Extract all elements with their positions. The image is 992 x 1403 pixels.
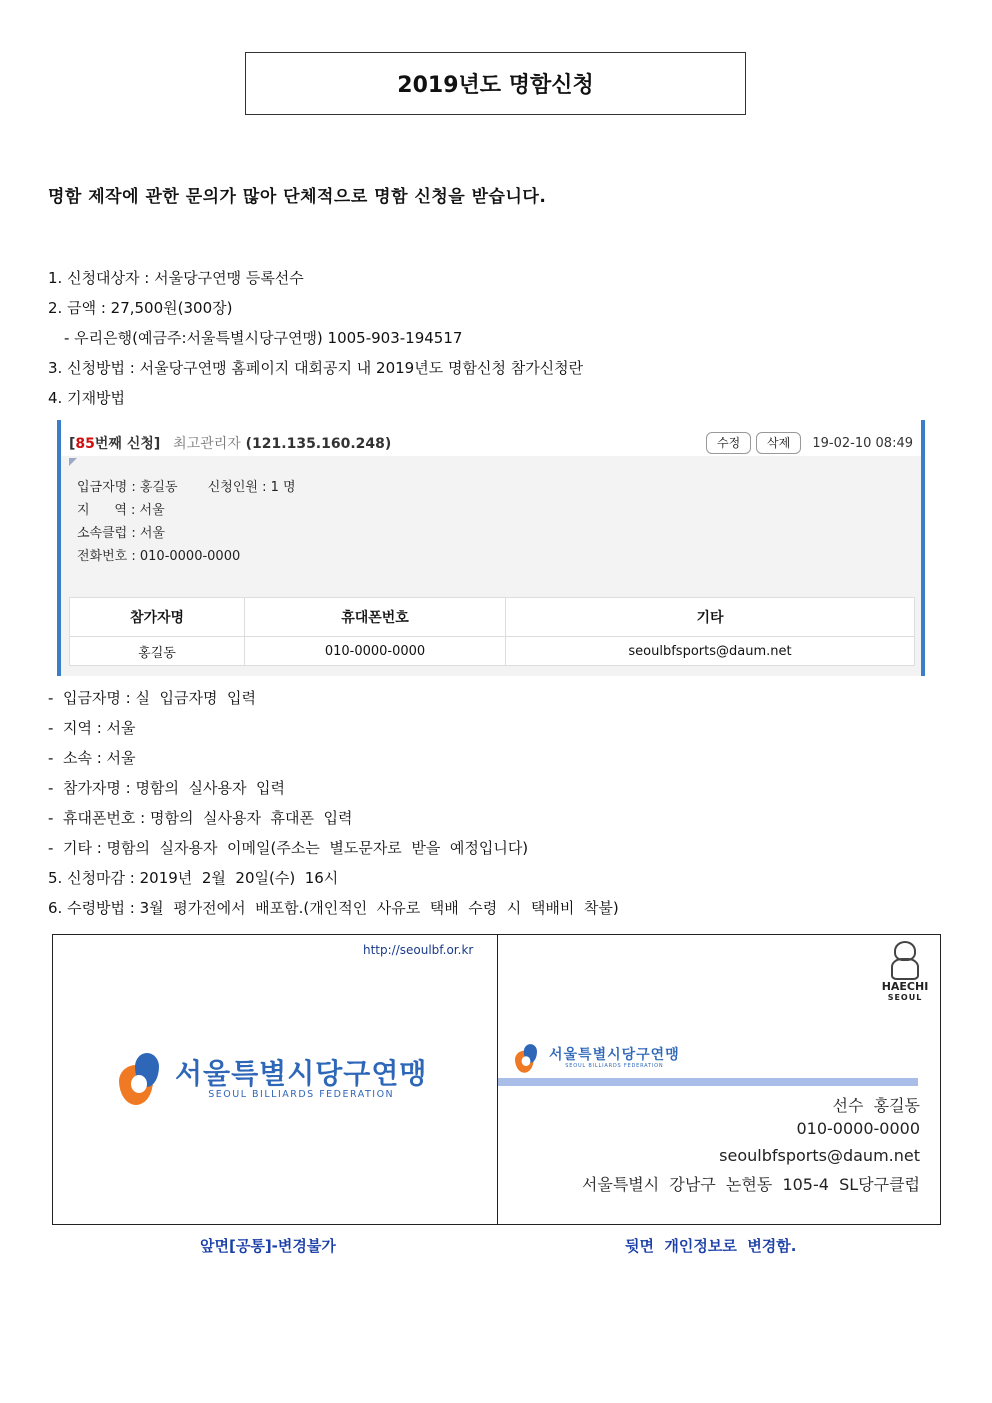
back-logo-korean: 서울특별시당구연맹 xyxy=(549,1047,680,1063)
note-club: - 소속 : 서울 xyxy=(48,749,136,767)
table-row xyxy=(70,637,915,666)
item-method: 3. 신청방법 : 서울당구연맹 홈페이지 대회공지 내 2019년도 명함신청 참가신청란 xyxy=(48,359,584,377)
bracket-open: [ xyxy=(69,436,76,452)
table-header-row xyxy=(70,598,915,637)
back-caption: 뒷면 개인정보로 변경함. xyxy=(625,1237,797,1255)
front-logo-english: SEOUL BILLIARDS FEDERATION xyxy=(208,1088,395,1100)
intro-text: 명함 제작에 관한 문의가 많아 단체적으로 명함 신청을 받습니다. xyxy=(48,187,547,207)
application-example-panel xyxy=(57,420,925,676)
note-region: - 지역 : 서울 xyxy=(48,719,136,737)
application-heading xyxy=(69,433,391,453)
front-url: http://seoulbf.or.kr xyxy=(363,943,474,957)
col-header-etc: 기타 xyxy=(506,598,915,637)
item-deadline: 5. 신청마감 : 2019년 2월 20일(수) 16시 xyxy=(48,869,339,887)
note-depositor: - 입금자명 : 실 입금자명 입력 xyxy=(48,689,257,707)
col-header-name: 참가자명 xyxy=(70,598,245,637)
post-date: 19-02-10 08:49 xyxy=(812,436,913,451)
delete-button[interactable]: 삭제 xyxy=(756,432,801,454)
card-phone: 010-0000-0000 xyxy=(796,1119,920,1138)
depositor: 입금자명 : 홍길동 xyxy=(77,480,178,495)
document-title-box xyxy=(245,52,746,115)
card-name: 선수 홍길동 xyxy=(832,1096,920,1115)
corner-marker xyxy=(69,458,77,466)
federation-logo-icon-small xyxy=(515,1043,532,1060)
item-receipt: 6. 수령방법 : 3월 평가전에서 배포함.(개인적인 사유로 택배 수령 시 택배비 착불) xyxy=(48,899,619,917)
participant-table xyxy=(69,597,915,666)
depositor-line xyxy=(77,476,296,495)
applicant-count: 신청인원 : 1 명 xyxy=(207,480,296,495)
card-address: 서울특별시 강남구 논현동 105-4 SL당구클럽 xyxy=(581,1175,920,1194)
business-card-sample xyxy=(52,934,941,1225)
note-phone: - 휴대폰번호 : 명함의 실사용자 휴대폰 입력 xyxy=(48,809,353,827)
card-email: seoulbfsports@daum.net xyxy=(719,1146,920,1165)
cell-name: 홍길동 xyxy=(70,637,245,666)
club-line: 소속클럽 : 서울 xyxy=(77,526,165,541)
item-fill-method: 4. 기재방법 xyxy=(48,389,126,407)
edit-button[interactable]: 수정 xyxy=(706,432,751,454)
application-number-suffix: 번째 신청] xyxy=(94,436,161,452)
item-amount: 2. 금액 : 27,500원(300장) xyxy=(48,299,233,317)
cell-phone: 010-0000-0000 xyxy=(245,637,506,666)
item-bank-account: - 우리은행(예금주:서울특별시당구연맹) 1005-903-194517 xyxy=(64,329,463,347)
item-target: 1. 신청대상자 : 서울당구연맹 등록선수 xyxy=(48,269,304,287)
back-logo xyxy=(515,1043,680,1073)
front-logo-korean: 서울특별시당구연맹 xyxy=(175,1056,428,1090)
back-logo-english: SEOUL BILLIARDS FEDERATION xyxy=(565,1063,664,1069)
accent-bar xyxy=(498,1078,918,1086)
application-number: 85 xyxy=(75,436,95,452)
admin-label: 최고관리자 xyxy=(173,436,241,452)
region-line: 지 역 : 서울 xyxy=(77,503,165,518)
note-etc: - 기타 : 명함의 실자용자 이메일(주소는 별도문자로 받을 예정입니다) xyxy=(48,839,529,857)
haechi-mascot-icon xyxy=(888,941,922,981)
haechi-text: HAECHI xyxy=(881,980,929,993)
col-header-phone: 휴대폰번호 xyxy=(245,598,506,637)
cell-email: seoulbfsports@daum.net xyxy=(506,637,915,666)
federation-logo-icon xyxy=(119,1051,171,1107)
document-title: 2019년도 명함신청 xyxy=(397,73,594,98)
front-caption: 앞면[공통]-변경불가 xyxy=(200,1237,336,1255)
note-participant: - 참가자명 : 명함의 실사용자 입력 xyxy=(48,779,285,797)
panel-header xyxy=(61,420,921,456)
haechi-logo xyxy=(880,941,930,1002)
haechi-seoul-text: SEOUL xyxy=(887,993,923,1002)
phone-line: 전화번호 : 010-0000-0000 xyxy=(77,549,241,564)
ip-address: (121.135.160.248) xyxy=(245,436,392,452)
front-logo xyxy=(119,1051,427,1107)
